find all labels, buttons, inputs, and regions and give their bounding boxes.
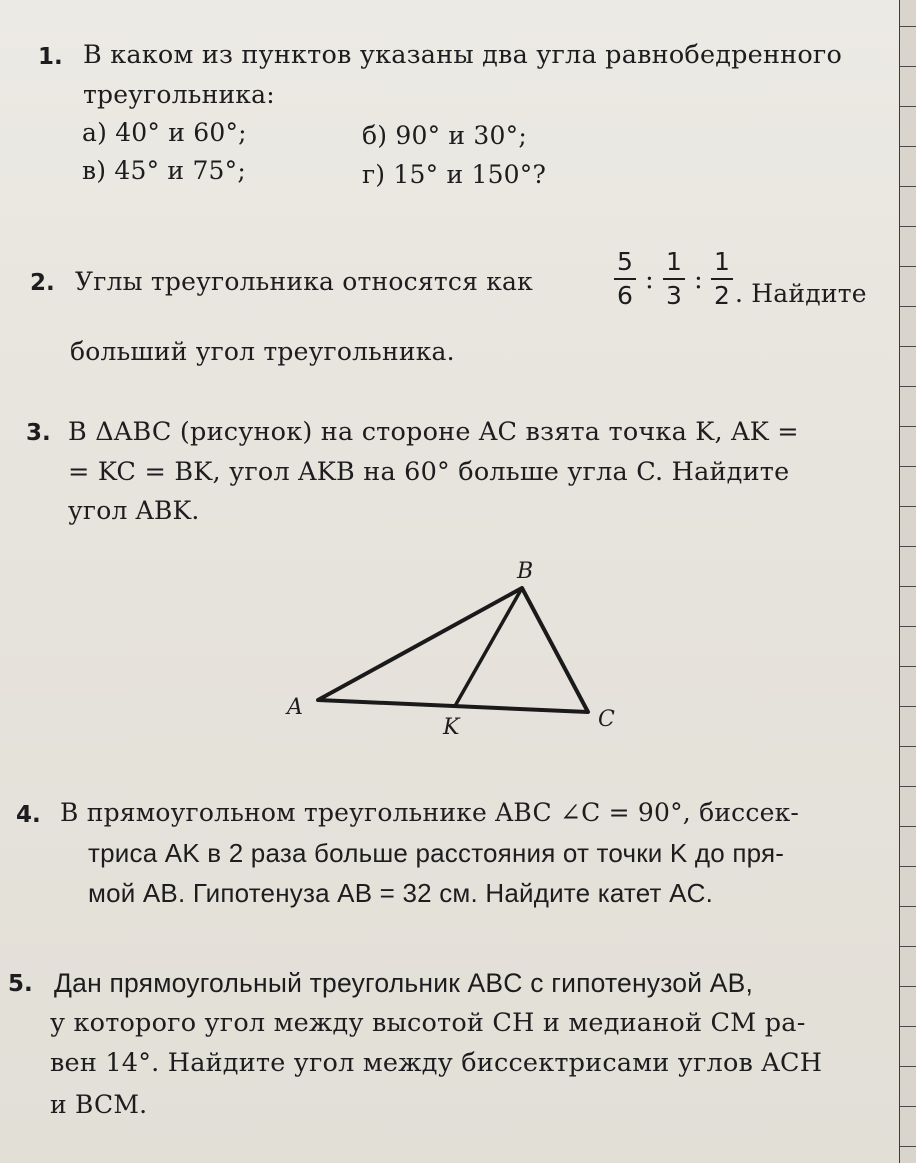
problem-5-text-line3: вен 14°. Найдите угол между биссектрисами углов ACH (50, 1048, 823, 1078)
fraction-2-denominator: 3 (666, 281, 682, 310)
fraction-1-denominator: 6 (617, 281, 633, 310)
problem-1-option-a: а) 40° и 60°; (82, 118, 247, 147)
problem-1-option-g: г) 15° и 150°? (362, 160, 547, 189)
problem-3-text-line1: В ΔABC (рисунок) на стороне AC взята точка K, AK = (68, 417, 799, 447)
problem-2-text-start: Углы треугольника относятся как (75, 267, 533, 296)
problem-5-text-line2: у которого угол между высотой CH и медианой CM ра- (50, 1008, 806, 1038)
label-c: C (598, 707, 615, 732)
problem-1-text-line1: В каком из пунктов указаны два угла равнобедренного (83, 40, 843, 70)
problem-3-number: 3. (26, 420, 51, 446)
ratio-colon-2: : (694, 265, 703, 295)
problem-4-text-line1: В прямоугольном треугольнике ABC ∠C = 90°, биссек- (60, 798, 800, 827)
problem-4-number: 4. (16, 802, 41, 828)
problem-4-text-line2: триса AK в 2 раза больше расстояния от точки K до пря- (88, 838, 785, 868)
problem-4-text-line3: мой AB. Гипотенуза AB = 32 см. Найдите катет AC. (88, 878, 714, 908)
problem-1-option-v: в) 45° и 75°; (82, 156, 246, 185)
label-a: A (287, 695, 303, 720)
problem-2-text-line2: больший угол треугольника. (70, 337, 455, 366)
problem-1-number: 1. (38, 44, 63, 70)
problem-2-number: 2. (30, 270, 55, 296)
problem-5-text-line4: и BCM. (50, 1090, 148, 1119)
fraction-2-numerator: 1 (666, 247, 682, 276)
ratio-colon-1: : (645, 265, 654, 295)
problem-3-text-line2: = KC = BK, угол AKB на 60° больше угла C. Найдите (68, 457, 790, 487)
problem-3-text-line3: угол ABK. (68, 496, 200, 525)
fraction-1-numerator: 5 (617, 247, 633, 276)
page-edge (899, 0, 916, 1163)
problem-5-number: 5. (8, 971, 33, 997)
problem-5-text-line1: Дан прямоугольный треугольник ABC с гипотенузой AB, (54, 968, 754, 998)
label-k: K (443, 715, 460, 740)
fraction-3-numerator: 1 (714, 247, 730, 276)
problem-1-option-b: б) 90° и 30°; (362, 121, 527, 150)
label-b: B (517, 559, 534, 584)
triangle-abc (318, 588, 588, 712)
problem-2-text-end: . Найдите (735, 279, 867, 308)
fraction-3-denominator: 2 (714, 281, 730, 310)
problem-1-text-line2: треугольника: (83, 80, 275, 109)
